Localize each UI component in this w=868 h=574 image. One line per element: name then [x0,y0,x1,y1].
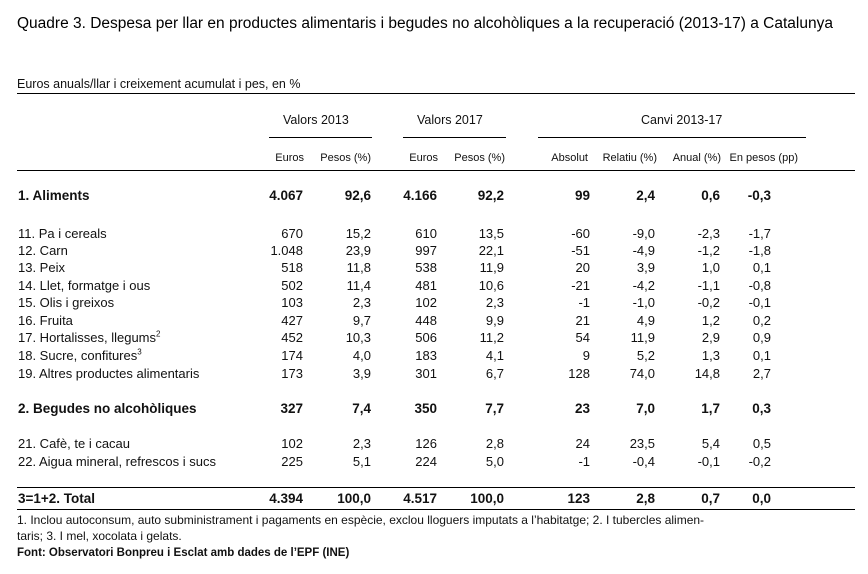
table-cell: 4.517 [403,491,437,506]
row-label [18,260,65,275]
group-underline-change [538,137,806,138]
table-cell: -1,2 [697,243,720,258]
group-header-2017: Valors 2017 [417,113,483,127]
table-cell: 92,6 [344,188,371,203]
table-cell: 350 [414,401,437,416]
table-cell: 327 [280,401,303,416]
table-cell: 23 [574,401,590,416]
table-cell: 4,0 [352,348,371,363]
row-label-text: 18. Sucre, confitures [18,348,138,363]
table-cell: 4.166 [403,188,437,203]
table-cell: 670 [281,226,303,241]
table-cell: -4,9 [632,243,655,258]
row-label [18,278,150,293]
row-label-text: 19. Altres productes alimentaris [18,366,200,381]
row-label-text: 1. Aliments [18,188,90,203]
table-cell: 225 [281,454,303,469]
table-cell: 174 [281,348,303,363]
table-cell: 9 [582,348,590,363]
table-cell: 0,9 [752,330,771,345]
table-cell: -21 [571,278,590,293]
table-cell: -9,0 [632,226,655,241]
table-cell: -60 [571,226,590,241]
table-cell: 100,0 [470,491,504,506]
table-cell: 1,2 [701,313,720,328]
table-cell: 11,9 [479,260,504,275]
table-cell: 11,4 [346,278,371,293]
group-header-2013: Valors 2013 [283,113,349,127]
table-cell: -0,1 [748,295,771,310]
total-top-rule [17,487,855,488]
table-cell: 22,1 [478,243,504,258]
footnote-line-2: taris; 3. I mel, xocolata i gelats. [17,529,182,543]
table-cell: 5,4 [701,436,720,451]
table-cell: -4,2 [632,278,655,293]
table-cell: 518 [281,260,303,275]
table-cell: 183 [415,348,437,363]
table-cell: 481 [415,278,437,293]
group-underline-2013 [269,137,372,138]
table-cell: 3,9 [352,366,371,381]
table-cell: 10,6 [478,278,504,293]
row-label [18,243,68,258]
table-cell: 2,3 [352,436,371,451]
table-cell: 11,2 [479,330,504,345]
table-cell: 102 [281,436,303,451]
table-cell: 173 [281,366,303,381]
table-cell: 100,0 [337,491,371,506]
table-cell: 9,7 [352,313,371,328]
table-cell: 0,6 [701,188,720,203]
table-subtitle: Euros anuals/llar i creixement acumulat i pes, en % [17,77,301,91]
table-cell: 5,1 [352,454,371,469]
table-cell: 2,8 [636,491,655,506]
row-label-text: 16. Fruita [18,313,73,328]
table-cell: -0,8 [748,278,771,293]
row-label [18,348,142,363]
table-cell: 5,2 [636,348,655,363]
table-cell: 14,8 [694,366,720,381]
table-cell: 2,3 [352,295,371,310]
table-cell: 0,5 [752,436,771,451]
header-rule [17,170,855,171]
table-cell: 1,0 [701,260,720,275]
table-cell: 2,4 [636,188,655,203]
table-cell: 448 [415,313,437,328]
column-header-5: Absolut [551,152,588,164]
table-cell: 92,2 [477,188,504,203]
table-cell: 2,7 [752,366,771,381]
group-underline-2017 [403,137,506,138]
table-cell: 4,1 [485,348,504,363]
row-label-text: 15. Olis i greixos [18,295,115,310]
bottom-rule [17,509,855,510]
row-label [18,313,73,328]
row-label-text: 22. Aigua mineral, refrescos i sucs [18,454,216,469]
table-cell: 301 [415,366,437,381]
group-header-change: Canvi 2013-17 [641,113,723,127]
table-cell: 2,3 [485,295,504,310]
table-cell: 997 [415,243,437,258]
row-label [18,491,95,506]
row-label [18,454,216,469]
source-note: Font: Observatori Bonpreu i Esclat amb dades de l’EPF (INE) [17,547,350,559]
table-cell: 126 [415,436,437,451]
table-cell: -1,0 [632,295,655,310]
table-cell: 1.048 [270,243,303,258]
table-cell: 224 [415,454,437,469]
table-cell: -0,4 [632,454,655,469]
table-cell: 74,0 [629,366,655,381]
table-cell: -1 [578,454,590,469]
row-label [18,188,90,203]
table-cell: 21 [575,313,590,328]
row-label-text: 21. Cafè, te i cacau [18,436,131,451]
table-cell: 427 [281,313,303,328]
footnote-marker: 2 [156,329,161,339]
table-cell: 23,5 [629,436,655,451]
table-cell: 10,3 [345,330,371,345]
table-cell: -51 [571,243,590,258]
table-cell: 123 [567,491,590,506]
row-label-text: 12. Carn [18,243,68,258]
top-rule [17,93,855,94]
table-cell: 2,8 [485,436,504,451]
table-cell: 103 [281,295,303,310]
table-title: Quadre 3. Despesa per llar en productes alimentaris i begudes no alcohòliques a la recuperació (2013-17) a Catalunya [17,15,833,32]
table-cell: 4,9 [636,313,655,328]
footnote-line-1: 1. Inclou autoconsum, auto subministrament i pagaments en espècie, exclou lloguers imputats a l’habitatge; 2. I tubercles alimen- [17,513,705,527]
column-header-3: Euros [409,152,438,164]
table-cell: 24 [575,436,590,451]
table-cell: 54 [575,330,590,345]
table-cell: 1,7 [701,401,720,416]
table-cell: 3,9 [636,260,655,275]
table-cell: 11,9 [630,330,655,345]
table-cell: 506 [415,330,437,345]
table-cell: -0,3 [747,188,771,203]
table-cell: -1,1 [697,278,720,293]
table-cell: 99 [574,188,590,203]
table-cell: 102 [415,295,437,310]
table-cell: 0,7 [701,491,720,506]
table-cell: 0,1 [752,260,771,275]
table-cell: 2,9 [701,330,720,345]
table-cell: 7,4 [352,401,371,416]
row-label [18,401,197,416]
table-cell: 11,8 [346,260,371,275]
table-cell: 15,2 [345,226,371,241]
table-cell: 610 [415,226,437,241]
table-cell: 1,3 [701,348,720,363]
row-label-text: 3=1+2. Total [18,491,96,506]
column-header-1: Euros [275,152,304,164]
table-cell: 13,5 [478,226,504,241]
table-cell: 4.394 [269,491,303,506]
row-label-text: 13. Peix [18,260,65,275]
column-header-8: En pesos (pp) [729,152,798,164]
row-label [18,436,130,451]
table-cell: 128 [568,366,590,381]
column-header-4: Pesos (%) [454,152,505,164]
row-label-text: 11. Pa i cereals [18,226,107,241]
table-cell: 6,7 [485,366,504,381]
table-cell: -1 [578,295,590,310]
row-label-text: 14. Llet, formatge i ous [18,278,151,293]
table-cell: 0,3 [752,401,771,416]
table-cell: -1,8 [748,243,771,258]
row-label-text: 2. Begudes no alcohòliques [18,401,197,416]
row-label-text: 17. Hortalisses, llegums [18,330,156,345]
column-header-6: Relatiu (%) [602,152,657,164]
table-cell: 0,0 [752,491,771,506]
table-cell: -0,1 [697,454,720,469]
table-cell: 452 [281,330,303,345]
table-cell: -0,2 [748,454,771,469]
table-cell: 4.067 [269,188,303,203]
table-cell: -2,3 [697,226,720,241]
row-label [18,226,107,241]
table-cell: 538 [415,260,437,275]
column-header-2: Pesos (%) [320,152,371,164]
table-cell: 0,1 [752,348,771,363]
table-cell: 0,2 [752,313,771,328]
table-cell: -0,2 [697,295,720,310]
footnote-marker: 3 [137,347,142,357]
row-label [18,366,199,381]
table-cell: 20 [575,260,590,275]
table-cell: 23,9 [345,243,371,258]
row-label [18,295,114,310]
table-cell: 7,7 [485,401,504,416]
column-header-7: Anual (%) [672,152,721,164]
table-cell: 9,9 [485,313,504,328]
table-cell: 502 [281,278,303,293]
table-cell: 5,0 [485,454,504,469]
table-cell: 7,0 [636,401,655,416]
row-label [18,330,160,345]
table-cell: -1,7 [748,226,771,241]
